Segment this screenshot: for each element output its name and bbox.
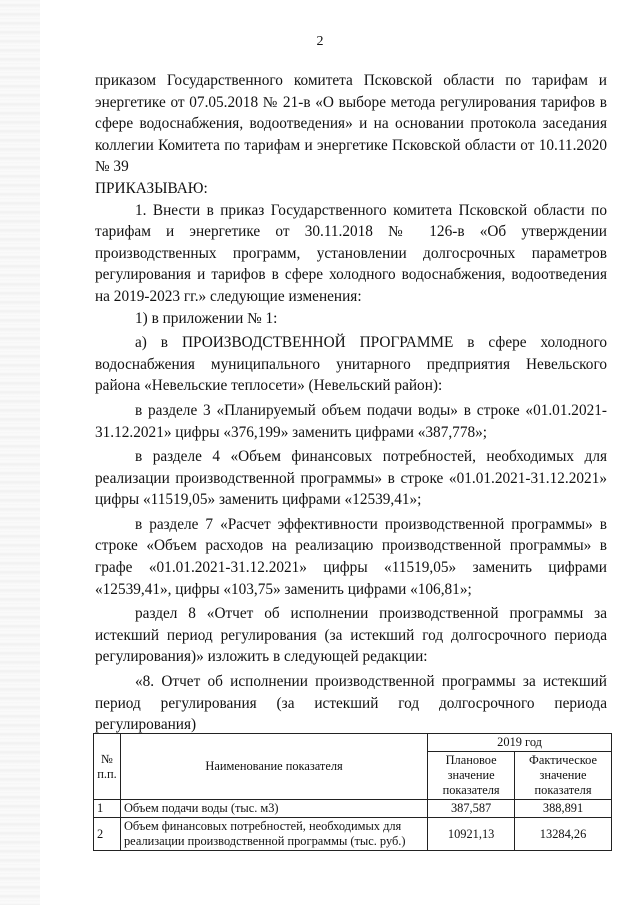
paragraph-appendix: 1) в приложении № 1: — [135, 309, 278, 327]
scan-edge-artifact — [0, 0, 40, 905]
paragraph-report-heading: «8. Отчет об исполнении производственной программы за истекший период регулирования (за истекший год долгосрочного периода регулирования) — [95, 673, 607, 734]
header-indicator-name: Наименование показателя — [120, 734, 427, 800]
table-row — [94, 800, 612, 818]
paragraph-section-8: раздел 8 «Отчет об исполнении производственной программы за истекший период регулирования (за истекший год долгосрочного периода регулирования)» изложить в следующей редакции: — [95, 605, 607, 666]
paragraph-item-1: 1. Внести в приказ Государственного комитета Псковской области по тарифам и энергетике от 30.11.2018 № 126-в «Об утверждении производственных программ, установлении долгосрочных параметров регулирования и тарифов в сфере холодного водоснабжения, водоотведения на 2019-2023 гг.» следующие изменения: — [95, 201, 607, 305]
page-number: 2 — [316, 34, 324, 49]
row-plan: 10921,13 — [428, 818, 515, 851]
table-row — [94, 818, 612, 851]
row-number: 1 — [94, 800, 121, 818]
paragraph-section-3: в разделе 3 «Планируемый объем подачи воды» в строке «01.01.2021-31.12.2021» цифры «376,199» заменить цифрами «387,778»; — [95, 401, 607, 441]
paragraph-section-7: в разделе 7 «Расчет эффективности производственной программы» в строке «Объем расходов на реализацию производственной программы» в графе «01.01.2021-31.12.2021» цифры «11519,05» заменить цифрами «12539,41», цифры «103,75» заменить цифрами «106,81»; — [95, 515, 607, 598]
paragraph-order-heading: ПРИКАЗЫВАЮ: — [95, 179, 208, 197]
report-table — [93, 733, 612, 851]
row-number: 2 — [94, 818, 121, 851]
table-header-row — [94, 734, 612, 752]
header-fact-value: Фактическое значение показателя — [515, 752, 612, 800]
paragraph-section-4: в разделе 4 «Объем финансовых потребностей, необходимых для реализации производственной программы» в строке «01.01.2021-31.12.2021» цифры «11519,05» заменить цифрами «12539,41»; — [95, 448, 607, 509]
row-fact: 13284,26 — [515, 818, 612, 851]
header-year: 2019 год — [428, 734, 612, 752]
paragraph-intro: приказом Государственного комитета Псковской области по тарифам и энергетике от 07.05.2018 № 21-в «О выборе метода регулирования тарифов в сфере водоснабжения, водоотведения» и на основании протокола заседания коллегии Комитета по тарифам и энергетике Псковской области от 10.11.2020 № 39 — [95, 72, 607, 176]
header-plan-value: Плановое значение показателя — [428, 752, 515, 800]
row-name: Объем подачи воды (тыс. м3) — [120, 800, 427, 818]
row-fact: 388,891 — [515, 800, 612, 818]
paragraph-program: а) в ПРОИЗВОДСТВЕННОЙ ПРОГРАММЕ в сфере холодного водоснабжения муниципального унитарного предприятия Невельского района «Невельские теплосети» (Невельский район): — [95, 334, 607, 395]
row-plan: 387,587 — [428, 800, 515, 818]
header-number: № п.п. — [94, 734, 121, 800]
document-body — [95, 70, 607, 736]
row-name: Объем финансовых потребностей, необходимых для реализации производственной программы (тыс. руб.) — [120, 818, 427, 851]
